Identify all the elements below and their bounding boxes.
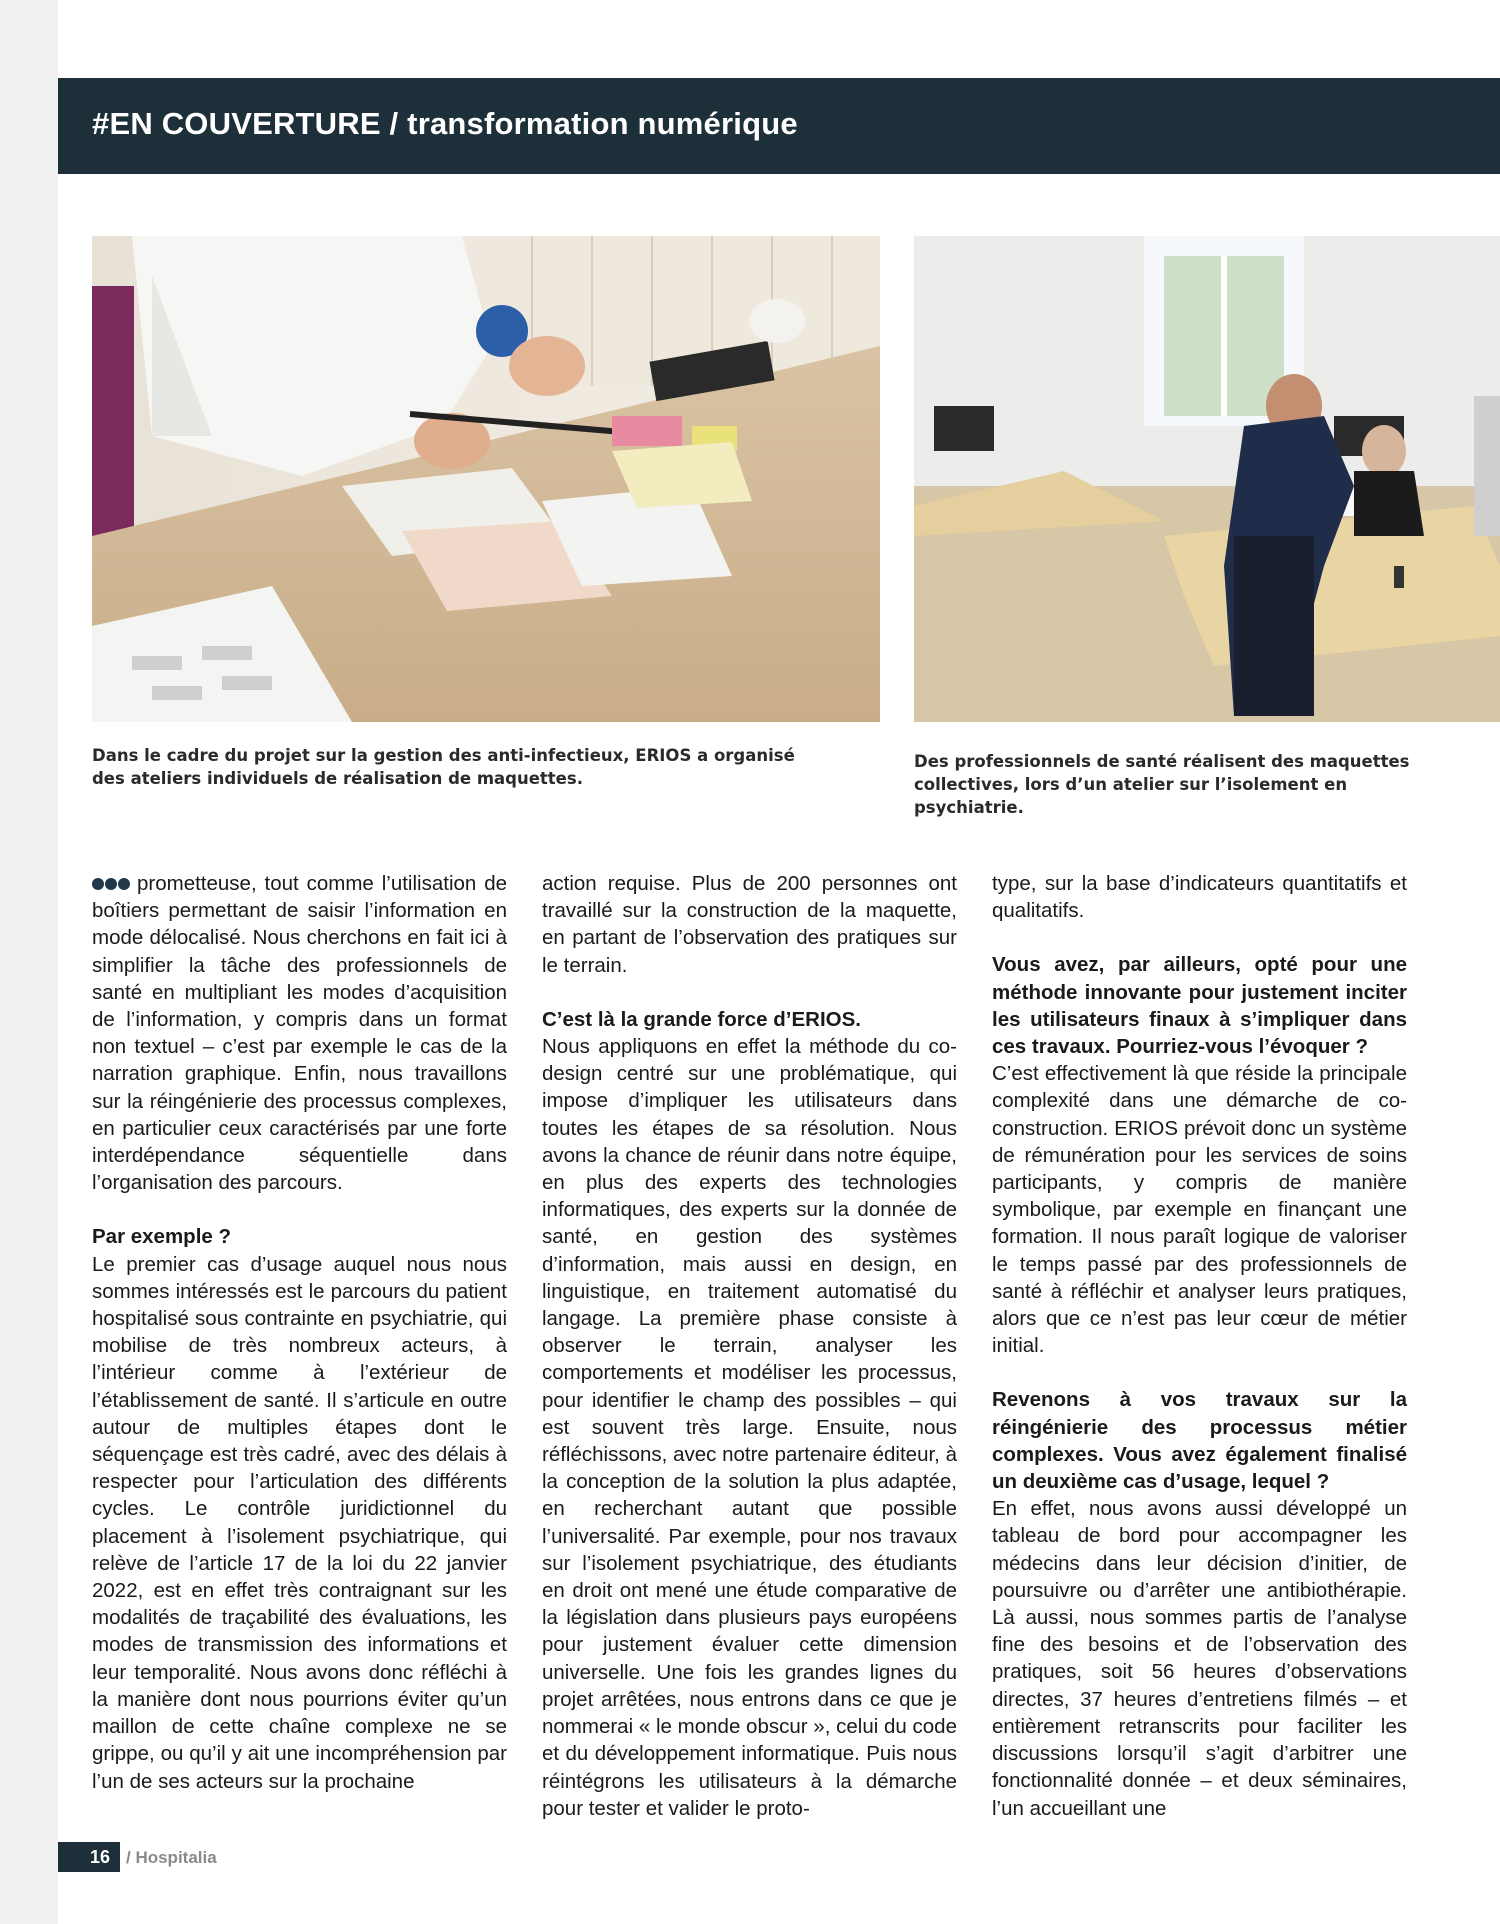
photo-caption-left: Dans le cadre du projet sur la gestion des anti-infectieux, ERIOS a organisé des ateliers individuels de réalisation de maquettes. — [92, 746, 795, 788]
page-number-box — [58, 1842, 120, 1872]
interview-question: Par exemple ? — [92, 1225, 232, 1249]
section-title: #EN COUVERTURE / transformation numérique — [92, 106, 798, 141]
paragraph: En effet, nous avons aussi développé un tableau de bord pour accompagner les médecins dans leur décision d’initier, de poursuivre ou d’arrêter une antibiothérapie. Là aussi, nous sommes partis de l’analyse fine des besoins et de l’observation des pratiques, soit 56 heures d’observations directes, 37 heures d’entretiens filmés – et entièrement retranscrits pour faciliter les discussions lorsqu’il s’agit d’arbitrer une fonctionnalité donnée – et deux séminaires, l’un accueillant une — [992, 1497, 1407, 1820]
photo-group-workshop — [914, 236, 1500, 722]
page-number: 16 — [90, 1847, 111, 1867]
paragraph: prometteuse, tout comme l’utilisation de boîtiers permettant de saisir l’information en mode délocalisé. Nous cherchons en fait ici à simplifier la tâche des professionnels de santé en multipliant les modes d’acquisition de l’information, y compris dans un format non textuel – c’est par exemple le cas de la narration graphique. Enfin, nous travaillons sur la réingénierie des processus complexes, en particulier ceux caractérisés par une forte interdépendance séquentielle dans l’organisation des parcours. — [92, 872, 507, 1195]
article-column-2 — [542, 870, 957, 1822]
interview-question: C’est là la grande force d’ERIOS. — [542, 1007, 861, 1031]
paragraph: C’est effectivement là que réside la principale complexité dans une démarche de co-construction. ERIOS prévoit donc un système de rémunération pour les services de soins participants, y compris de manière symbolique, par exemple en finançant une formation. Il nous paraît logique de valoriser le temps passé par des professionnels de santé à réfléchir et analyser leurs pratiques, alors que ce n’est pas leur cœur de métier initial. — [992, 1062, 1407, 1358]
interview-question: Vous avez, par ailleurs, opté pour une méthode innovante pour justement inciter les utilisateurs finaux à s’impliquer dans ces travaux. Pourriez-vous l’évoquer ? — [992, 953, 1407, 1059]
interview-question: Revenons à vos travaux sur la réingénierie des processus métier complexes. Vous avez également finalisé un deuxième cas d’usage, lequel ? — [992, 1388, 1407, 1494]
continuation-dots-icon — [92, 870, 131, 897]
paragraph: Nous appliquons en effet la méthode du co-design centré sur une problématique, qui impose d’impliquer les utilisateurs dans toutes les étapes de sa résolution. Nous avons la chance de réunir dans notre équipe, en plus des experts des technologies informatiques, des experts sur la donnée de santé, en gestion des systèmes d’information, mais aussi en design, en linguistique, en traitement automatisé du langage. La première phase consiste à observer le terrain, analyser les comportements et modéliser les processus, pour identifier le champ des possibles – qui est souvent très large. Ensuite, nous réfléchissons, avec notre partenaire éditeur, à la conception de la solution la plus adaptée, en recherchant autant que possible l’universalité. Par exemple, pour nos travaux sur l’isolement psychiatrique, des étudiants en droit ont mené une étude comparative de la législation dans plusieurs pays européens pour justement évaluer cette dimension universelle. Une fois les grandes lignes du projet arrêtées, nous entrons dans ce que je nommerai « le monde obscur », celui du code et du développement informatique. Puis nous réintégrons les utilisateurs à la démarche pour tester et valider le proto- — [542, 1035, 957, 1820]
paragraph: type, sur la base d’indicateurs quantitatifs et qualitatifs. — [992, 872, 1407, 923]
article-column-3 — [992, 870, 1407, 1822]
photo-mockup-workshop — [92, 236, 880, 722]
photo-caption-right: Des professionnels de santé réalisent des maquettes collectives, lors d’un atelier sur l’isolement en psychiatrie. — [914, 752, 1410, 817]
article-column-1 — [92, 870, 507, 1795]
publication-name: / Hospitalia — [126, 1848, 217, 1867]
paragraph: Le premier cas d’usage auquel nous nous sommes intéressés est le parcours du patient hospitalisé sous contrainte en psychiatrie, qui mobilise de très nombreux acteurs, à l’intérieur comme à l’extérieur de l’établissement de santé. Il s’articule en outre autour de multiples étapes dont le séquençage est très cadré, avec des délais à respecter pour l’articulation des différents cycles. Le contrôle juridictionnel du placement à l’isolement psychiatrique, qui relève de l’article 17 de la loi du 22 janvier 2022, est en effet très contraignant sur les modalités de traçabilité des évaluations, les modes de transmission des informations et leur temporalité. Nous avons donc réfléchi à la manière dont nous pourrions éviter qu’un maillon de cette chaîne complexe ne se grippe, ou qu’il y ait une incompréhension par l’un de ses acteurs sur la prochaine — [92, 1252, 507, 1793]
left-margin-strip — [0, 0, 58, 1924]
paragraph: action requise. Plus de 200 personnes ont travaillé sur la construction de la maquette, en partant de l’observation des pratiques sur le terrain. — [542, 872, 957, 977]
